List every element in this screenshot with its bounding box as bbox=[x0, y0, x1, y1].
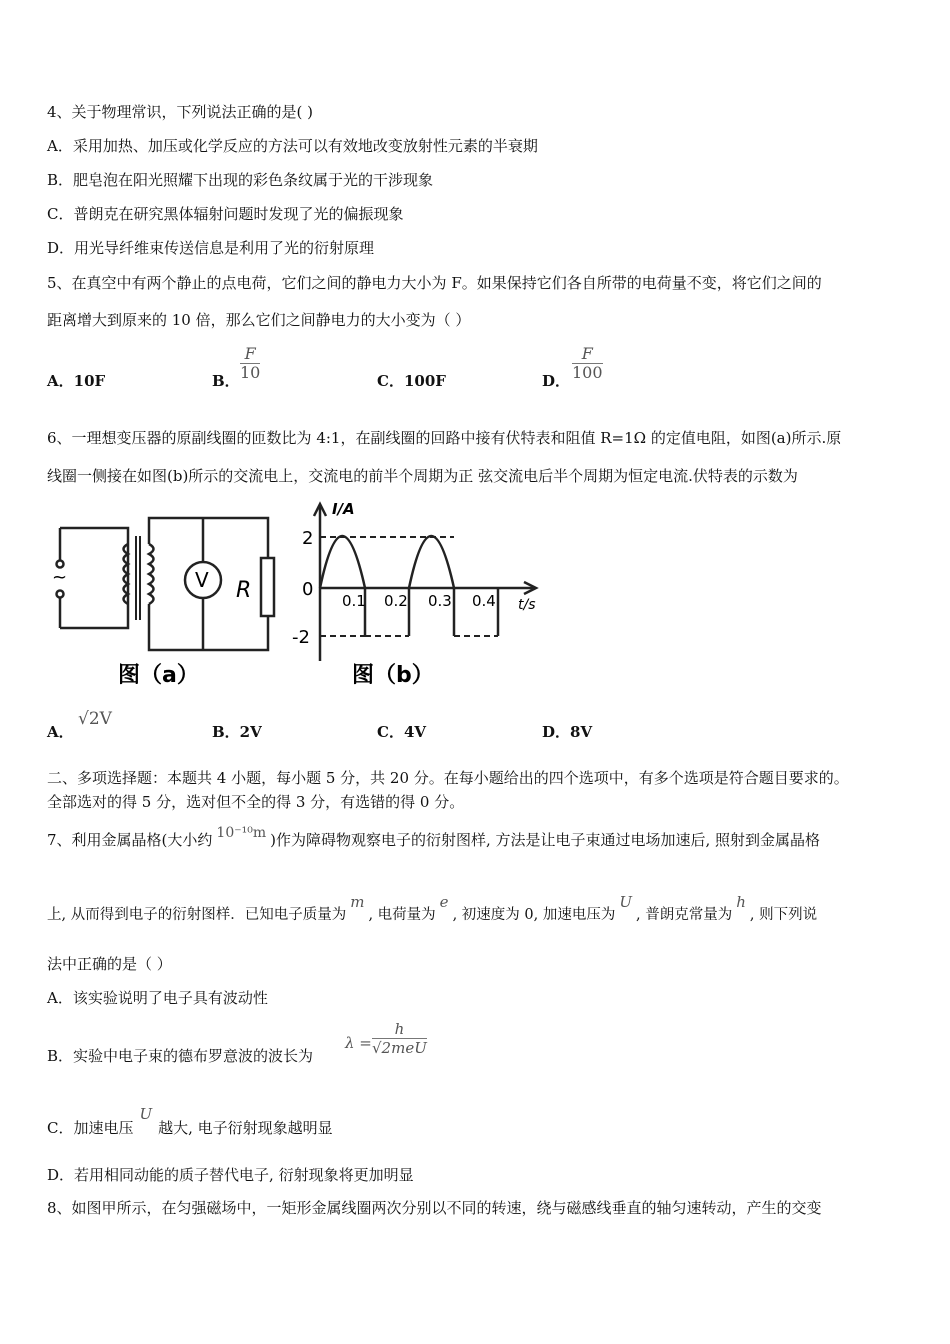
fraction-numerator: h bbox=[394, 1020, 405, 1038]
q7-stem-line2 bbox=[47, 893, 818, 925]
q7-stem-line1 bbox=[47, 825, 821, 851]
fraction-denominator: 100 bbox=[572, 363, 603, 382]
q7-text-2b: , 电荷量为 bbox=[368, 907, 436, 923]
q5-option-d-fraction bbox=[572, 345, 603, 382]
ac-source-symbol: ~ bbox=[52, 567, 68, 588]
q7-stem-line3: 法中正确的是（ ） bbox=[47, 955, 172, 973]
q7-lattice-size: 10⁻¹⁰m bbox=[216, 825, 267, 841]
q7-charge-symbol: e bbox=[439, 893, 449, 911]
q7-voltage-symbol: U bbox=[619, 893, 632, 911]
q4-stem: 4、关于物理常识，下列说法正确的是( ) bbox=[47, 103, 314, 121]
q7-option-b: B．实验中电子束的德布罗意波的波长为 bbox=[47, 1047, 314, 1065]
q7-text-2d: , 普朗克常量为 bbox=[636, 907, 733, 923]
q7-option-b-fraction bbox=[372, 1020, 427, 1057]
x-tick-0.3: 0.3 bbox=[428, 592, 452, 610]
q7-text-2a: 上, 从而得到电子的衍射图样．已知电子质量为 bbox=[47, 907, 347, 923]
q5-option-c: C．100F bbox=[377, 372, 446, 390]
q7-option-c bbox=[47, 1105, 333, 1138]
x-tick-0.4: 0.4 bbox=[472, 592, 496, 610]
fraction-denominator: √2meU bbox=[372, 1039, 427, 1057]
q7-mass-symbol: m bbox=[350, 893, 365, 911]
figure-b-graph bbox=[290, 496, 550, 696]
q4-option-a: A．采用加热、加压或化学反应的方法可以有效地改变放射性元素的半衰期 bbox=[47, 137, 538, 155]
q6-stem-line2: 线圈一侧接在如图(b)所示的交流电上，交流电的前半个周期为正 弦交流电后半个周期为恒定电流.伏特表的示数为 bbox=[47, 467, 798, 485]
section2-header-line1: 二、多项选择题：本题共 4 小题，每小题 5 分，共 20 分。在每小题给出的四个选项中，有多个选项是符合题目要求的。 bbox=[47, 769, 849, 787]
figure-a-circuit bbox=[48, 510, 283, 695]
q5-option-b: B． bbox=[212, 372, 240, 390]
y-tick-neg2: -2 bbox=[292, 627, 310, 648]
q7-option-c-text-a: C．加速电压 bbox=[47, 1119, 134, 1137]
q5-option-d: D． bbox=[542, 372, 571, 390]
q4-option-c: C．普朗克在研究黑体辐射问题时发现了光的偏振现象 bbox=[47, 205, 404, 223]
x-tick-0.2: 0.2 bbox=[384, 592, 408, 610]
q5-stem-line2: 距离增大到原来的 10 倍，那么它们之间静电力的大小变为（ ） bbox=[47, 311, 471, 329]
q6-stem-line1: 6、一理想变压器的原副线圈的匝数比为 4:1，在副线圈的回路中接有伏特表和阻值 R=1Ω 的定值电阻，如图(a)所示.原 bbox=[47, 429, 842, 447]
q8-stem-line1: 8、如图甲所示，在匀强磁场中，一矩形金属线圈两次分别以不同的转速，绕与磁感线垂直的轴匀速转动，产生的交变 bbox=[47, 1199, 822, 1217]
q6-option-b: B．2V bbox=[212, 723, 262, 741]
q6-option-a-value: √2V bbox=[78, 709, 112, 729]
q5-stem-line1: 5、在真空中有两个静止的点电荷，它们之间的静电力大小为 F。如果保持它们各自所带的电荷量不变，将它们之间的 bbox=[47, 274, 822, 292]
y-tick-2: 2 bbox=[302, 528, 314, 549]
q7-text-2e: , 则下列说 bbox=[749, 907, 818, 923]
section2-header-line2: 全部选对的得 5 分，选对但不全的得 3 分，有选错的得 0 分。 bbox=[47, 793, 465, 811]
y-tick-0: 0 bbox=[302, 579, 314, 600]
q6-option-d: D．8V bbox=[542, 723, 593, 741]
figure-b-caption: 图（b） bbox=[352, 663, 434, 688]
q7-text-2c: , 初速度为 0, 加速电压为 bbox=[452, 907, 616, 923]
fraction-numerator: F bbox=[244, 344, 256, 363]
q5-option-a: A．10F bbox=[47, 372, 106, 390]
q6-option-c: C．4V bbox=[377, 723, 427, 741]
x-axis-label: t/s bbox=[518, 597, 536, 613]
q7-option-c-voltage-symbol: U bbox=[139, 1105, 153, 1123]
q7-text-1b: )作为障碍物观察电子的衍射图样, 方法是让电子束通过电场加速后, 照射到金属晶格 bbox=[270, 831, 821, 849]
x-tick-0.1: 0.1 bbox=[342, 592, 366, 610]
figure-a-caption: 图（a） bbox=[118, 663, 199, 688]
q7-option-c-text-b: 越大, 电子衍射现象越明显 bbox=[158, 1119, 333, 1137]
fraction-numerator: F bbox=[581, 344, 593, 363]
q7-text-1a: 7、利用金属晶格(大小约 bbox=[47, 831, 213, 849]
y-axis-label: I/A bbox=[332, 500, 355, 518]
q7-option-d: D．若用相同动能的质子替代电子, 衍射现象将更加明显 bbox=[47, 1166, 414, 1184]
q7-planck-symbol: h bbox=[736, 893, 746, 911]
q7-option-b-lambda: λ = bbox=[345, 1034, 372, 1052]
q4-option-d: D．用光导纤维束传送信息是利用了光的衍射原理 bbox=[47, 239, 375, 257]
fraction-denominator: 10 bbox=[240, 363, 261, 382]
resistor-label: R bbox=[236, 578, 252, 603]
q5-option-b-fraction bbox=[240, 345, 260, 382]
q6-option-a: A． bbox=[47, 723, 74, 741]
q4-option-b: B．肥皂泡在阳光照耀下出现的彩色条纹属于光的干涉现象 bbox=[47, 171, 434, 189]
q7-option-a: A．该实验说明了电子具有波动性 bbox=[47, 989, 268, 1007]
voltmeter-label: V bbox=[195, 568, 209, 592]
